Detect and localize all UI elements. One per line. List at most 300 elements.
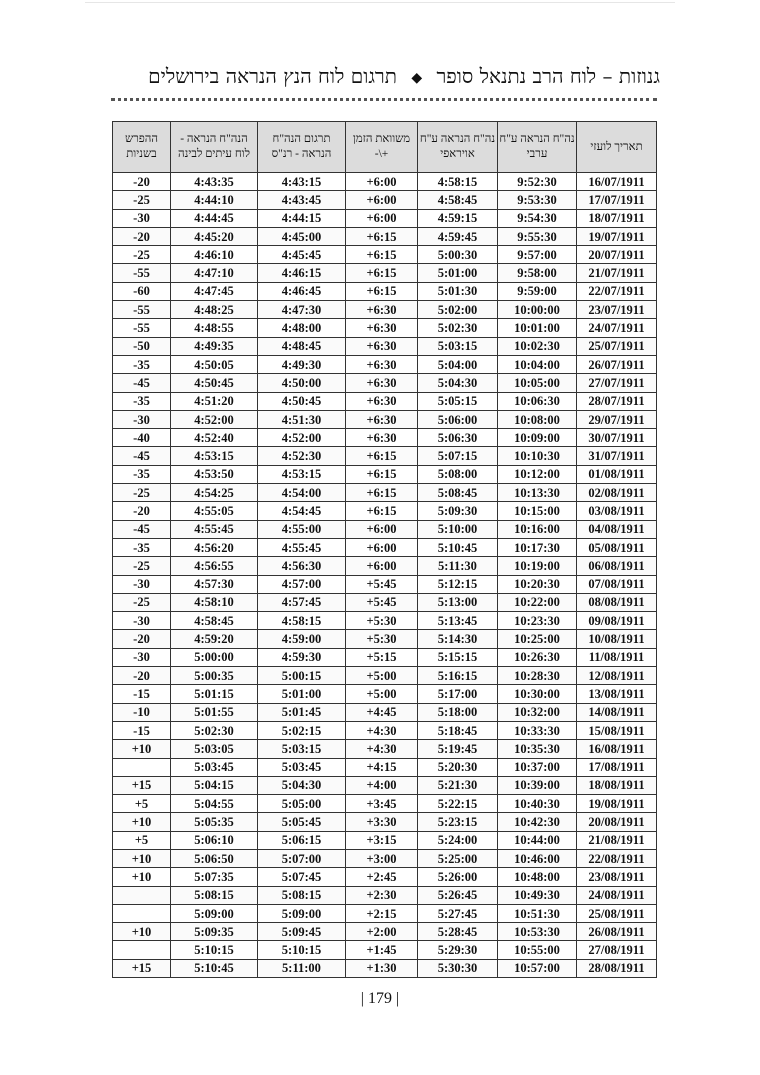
table-row — [113, 447, 657, 465]
table-row — [113, 410, 657, 428]
table-cell: 5:14:30 — [418, 630, 498, 648]
table-cell: 10:08:00 — [498, 410, 577, 428]
table-row — [113, 227, 657, 245]
table-cell: -55 — [113, 264, 171, 282]
table-row — [113, 941, 657, 959]
table-cell: 5:00:00 — [171, 648, 258, 666]
table-cell: +10 — [113, 849, 171, 867]
dotted-divider — [111, 98, 657, 101]
table-cell: 5:01:00 — [418, 264, 498, 282]
table-cell: +10 — [113, 923, 171, 941]
table-cell: 25/07/1911 — [577, 337, 657, 355]
scan-edge-line — [85, 2, 675, 3]
table-cell: 28/07/1911 — [577, 392, 657, 410]
table-cell: 5:10:45 — [171, 959, 258, 977]
table-cell: 4:53:15 — [258, 465, 346, 483]
table-cell — [113, 886, 171, 904]
table-cell: 10:46:00 — [498, 849, 577, 867]
table-cell: +6:30 — [346, 319, 418, 337]
table-cell: 4:49:35 — [171, 337, 258, 355]
table-cell: 4:59:20 — [171, 630, 258, 648]
table-cell: 02/08/1911 — [577, 484, 657, 502]
table-cell: 5:09:00 — [258, 904, 346, 922]
table-cell: 18/08/1911 — [577, 776, 657, 794]
table-cell: 4:48:00 — [258, 319, 346, 337]
table-row — [113, 831, 657, 849]
table-cell — [113, 941, 171, 959]
table-cell: +6:00 — [346, 520, 418, 538]
table-cell: +1:45 — [346, 941, 418, 959]
table-cell: -20 — [113, 227, 171, 245]
table-cell: 4:58:10 — [171, 593, 258, 611]
table-cell: 4:45:45 — [258, 246, 346, 264]
table-row — [113, 484, 657, 502]
table-body — [113, 173, 657, 978]
table-cell: +6:00 — [346, 191, 418, 209]
table-cell: +6:15 — [346, 227, 418, 245]
table-row — [113, 795, 657, 813]
table-cell: -35 — [113, 538, 171, 556]
table-cell: +6:30 — [346, 355, 418, 373]
table-cell: 5:18:45 — [418, 721, 498, 739]
table-cell: 5:08:15 — [258, 886, 346, 904]
table-cell: 4:43:35 — [171, 173, 258, 191]
table-cell: 10:39:00 — [498, 776, 577, 794]
page-number: | 179 | — [360, 990, 400, 1007]
table-row — [113, 246, 657, 264]
table-cell: 31/07/1911 — [577, 447, 657, 465]
table-cell: +6:15 — [346, 246, 418, 264]
table-row — [113, 721, 657, 739]
table-cell: 4:50:45 — [171, 374, 258, 392]
table-cell: +4:15 — [346, 758, 418, 776]
table-cell: 4:43:15 — [258, 173, 346, 191]
table-cell: 5:05:35 — [171, 813, 258, 831]
table-cell: 18/07/1911 — [577, 209, 657, 227]
table-cell: +3:30 — [346, 813, 418, 831]
table-cell: 4:58:15 — [258, 612, 346, 630]
table-cell: +2:00 — [346, 923, 418, 941]
table-header — [113, 122, 657, 173]
table-cell: 4:48:55 — [171, 319, 258, 337]
column-header: נה"ח הנראה ע"ח אויראפי — [418, 122, 498, 173]
table-cell: 4:51:30 — [258, 410, 346, 428]
table-cell: 10:40:30 — [498, 795, 577, 813]
table-cell: 10:37:00 — [498, 758, 577, 776]
table-row — [113, 374, 657, 392]
table-row — [113, 740, 657, 758]
table-cell: 5:05:00 — [258, 795, 346, 813]
table-cell: 9:57:00 — [498, 246, 577, 264]
table-cell: +6:30 — [346, 410, 418, 428]
table-cell: 4:47:30 — [258, 301, 346, 319]
table-row — [113, 264, 657, 282]
table-row — [113, 776, 657, 794]
table-cell: 5:07:00 — [258, 849, 346, 867]
table-cell: 4:52:30 — [258, 447, 346, 465]
table-cell: 4:48:25 — [171, 301, 258, 319]
table-row — [113, 557, 657, 575]
table-cell: 17/07/1911 — [577, 191, 657, 209]
table-row — [113, 904, 657, 922]
table-cell: -45 — [113, 447, 171, 465]
table-cell: 10:48:00 — [498, 868, 577, 886]
table-cell: 4:55:45 — [171, 520, 258, 538]
table-cell: -50 — [113, 337, 171, 355]
table-cell: 5:04:55 — [171, 795, 258, 813]
table-row — [113, 959, 657, 977]
table-cell: 10:33:30 — [498, 721, 577, 739]
table-cell: 5:18:00 — [418, 703, 498, 721]
table-cell: 10:57:00 — [498, 959, 577, 977]
table-row — [113, 758, 657, 776]
table-cell: 10:02:30 — [498, 337, 577, 355]
table-cell: 10:13:30 — [498, 484, 577, 502]
table-cell: +15 — [113, 959, 171, 977]
table-cell: 5:07:35 — [171, 868, 258, 886]
table-cell: 4:55:45 — [258, 538, 346, 556]
table-cell: -45 — [113, 374, 171, 392]
table-cell: 10:19:00 — [498, 557, 577, 575]
table-cell: 10:53:30 — [498, 923, 577, 941]
table-cell: 05/08/1911 — [577, 538, 657, 556]
running-header — [100, 64, 660, 89]
table-cell: 4:58:15 — [418, 173, 498, 191]
table-cell: -30 — [113, 648, 171, 666]
table-cell: 4:54:00 — [258, 484, 346, 502]
table-row — [113, 630, 657, 648]
table-row — [113, 685, 657, 703]
table-cell — [113, 758, 171, 776]
table-cell: 10:23:30 — [498, 612, 577, 630]
table-cell: 4:53:50 — [171, 465, 258, 483]
table-cell: 03/08/1911 — [577, 502, 657, 520]
table-cell: 4:56:20 — [171, 538, 258, 556]
table-cell: 10:10:30 — [498, 447, 577, 465]
table-cell: 5:01:45 — [258, 703, 346, 721]
table-cell: 10/08/1911 — [577, 630, 657, 648]
table-cell: 4:52:40 — [171, 429, 258, 447]
table-cell: +6:00 — [346, 538, 418, 556]
table-cell: 24/08/1911 — [577, 886, 657, 904]
table-cell: -60 — [113, 282, 171, 300]
table-cell: -30 — [113, 209, 171, 227]
table-cell: 4:46:10 — [171, 246, 258, 264]
table-cell: +6:15 — [346, 447, 418, 465]
table-cell: +6:15 — [346, 484, 418, 502]
table-cell: 5:06:15 — [258, 831, 346, 849]
table-cell: 10:15:00 — [498, 502, 577, 520]
table-cell: -20 — [113, 173, 171, 191]
table-cell: 4:57:30 — [171, 575, 258, 593]
table-cell: 4:47:10 — [171, 264, 258, 282]
table-cell: 5:02:30 — [171, 721, 258, 739]
table-cell: 26/08/1911 — [577, 923, 657, 941]
table-cell: -30 — [113, 410, 171, 428]
table-cell: -25 — [113, 593, 171, 611]
table-cell: 10:06:30 — [498, 392, 577, 410]
table-cell: 4:56:55 — [171, 557, 258, 575]
column-header: משוואת הזמן +\- — [346, 122, 418, 173]
book-title: גנוזות – לוח הרב נתנאל סופר — [436, 64, 660, 88]
table-cell: 4:45:20 — [171, 227, 258, 245]
table-row — [113, 392, 657, 410]
table-cell — [113, 904, 171, 922]
table-cell: 5:25:00 — [418, 849, 498, 867]
table-cell: 5:04:30 — [418, 374, 498, 392]
header-row — [113, 122, 657, 173]
table-cell: 5:10:15 — [171, 941, 258, 959]
table-cell: 5:03:15 — [418, 337, 498, 355]
table-row — [113, 648, 657, 666]
table-cell: 10:49:30 — [498, 886, 577, 904]
table-cell: 4:43:45 — [258, 191, 346, 209]
table-row — [113, 593, 657, 611]
table-row — [113, 538, 657, 556]
table-cell: 9:59:00 — [498, 282, 577, 300]
table-cell: 4:44:15 — [258, 209, 346, 227]
table-cell: 4:55:00 — [258, 520, 346, 538]
table-cell: 24/07/1911 — [577, 319, 657, 337]
table-cell: 10:32:00 — [498, 703, 577, 721]
table-cell: +6:15 — [346, 264, 418, 282]
table-row — [113, 849, 657, 867]
table-cell: 9:52:30 — [498, 173, 577, 191]
table-cell: 5:26:00 — [418, 868, 498, 886]
table-cell: 26/07/1911 — [577, 355, 657, 373]
table-cell: 10:05:00 — [498, 374, 577, 392]
table-cell: 5:03:05 — [171, 740, 258, 758]
table-cell: +4:00 — [346, 776, 418, 794]
table-cell: 4:52:00 — [171, 410, 258, 428]
table-cell: 4:54:25 — [171, 484, 258, 502]
table-cell: +6:15 — [346, 502, 418, 520]
table-row — [113, 813, 657, 831]
table-cell: -30 — [113, 612, 171, 630]
table-cell: 5:27:45 — [418, 904, 498, 922]
table-cell: -25 — [113, 484, 171, 502]
table-cell: -20 — [113, 630, 171, 648]
table-cell: 10:51:30 — [498, 904, 577, 922]
column-header: תאריך לועזי — [577, 122, 657, 173]
table-cell: 06/08/1911 — [577, 557, 657, 575]
table-cell: 19/07/1911 — [577, 227, 657, 245]
table-cell: 4:46:15 — [258, 264, 346, 282]
table-cell: 9:55:30 — [498, 227, 577, 245]
table-cell: +2:45 — [346, 868, 418, 886]
table-cell: 5:03:45 — [258, 758, 346, 776]
table-cell: +5:15 — [346, 648, 418, 666]
table-cell: 5:08:45 — [418, 484, 498, 502]
table-cell: 27/08/1911 — [577, 941, 657, 959]
table-cell: 21/07/1911 — [577, 264, 657, 282]
table-cell: -35 — [113, 392, 171, 410]
table-cell: 5:09:45 — [258, 923, 346, 941]
table-cell: 10:35:30 — [498, 740, 577, 758]
table-cell: -15 — [113, 721, 171, 739]
table-cell: 10:44:00 — [498, 831, 577, 849]
table-cell: +6:30 — [346, 337, 418, 355]
table-cell: 5:20:30 — [418, 758, 498, 776]
table-row — [113, 319, 657, 337]
column-header: נה"ח הנראה ע"ח ערבי — [498, 122, 577, 173]
table-cell: 09/08/1911 — [577, 612, 657, 630]
table-cell: +6:15 — [346, 465, 418, 483]
table-cell: 10:26:30 — [498, 648, 577, 666]
table-cell: 13/08/1911 — [577, 685, 657, 703]
table-row — [113, 703, 657, 721]
table-cell: 07/08/1911 — [577, 575, 657, 593]
table-cell: 16/08/1911 — [577, 740, 657, 758]
table-cell: 4:58:45 — [171, 612, 258, 630]
table-cell: 30/07/1911 — [577, 429, 657, 447]
table-cell: +4:30 — [346, 740, 418, 758]
table-cell: 5:09:35 — [171, 923, 258, 941]
table-cell: 9:53:30 — [498, 191, 577, 209]
table-cell: +3:00 — [346, 849, 418, 867]
table-cell: 5:05:45 — [258, 813, 346, 831]
table-cell: 4:59:45 — [418, 227, 498, 245]
table-cell: +6:30 — [346, 301, 418, 319]
table-cell: +5:45 — [346, 593, 418, 611]
table-cell: 5:02:00 — [418, 301, 498, 319]
table-cell: +2:15 — [346, 904, 418, 922]
table-cell: 10:00:00 — [498, 301, 577, 319]
table-row — [113, 502, 657, 520]
table-cell: 4:45:00 — [258, 227, 346, 245]
table-cell: 4:48:45 — [258, 337, 346, 355]
table-cell: +6:00 — [346, 209, 418, 227]
table-row — [113, 667, 657, 685]
table-cell: 4:49:30 — [258, 355, 346, 373]
table-cell: +4:45 — [346, 703, 418, 721]
table-row — [113, 465, 657, 483]
table-cell: 29/07/1911 — [577, 410, 657, 428]
table-cell: 5:02:15 — [258, 721, 346, 739]
table-cell: 10:22:00 — [498, 593, 577, 611]
table-cell: 5:15:15 — [418, 648, 498, 666]
table-cell: 5:01:30 — [418, 282, 498, 300]
table-cell: 10:30:00 — [498, 685, 577, 703]
column-header: הנה"ח הנראה - לוח עיתים לבינה — [171, 122, 258, 173]
table-cell: 5:10:00 — [418, 520, 498, 538]
table-cell: +5 — [113, 831, 171, 849]
table-row — [113, 868, 657, 886]
table-cell: 5:11:00 — [258, 959, 346, 977]
table-cell: 5:07:45 — [258, 868, 346, 886]
table-cell: 5:06:30 — [418, 429, 498, 447]
table-cell: 5:23:15 — [418, 813, 498, 831]
table-row — [113, 923, 657, 941]
table-cell: 14/08/1911 — [577, 703, 657, 721]
table-cell: +10 — [113, 740, 171, 758]
table-cell: 4:50:00 — [258, 374, 346, 392]
table-cell: 5:06:00 — [418, 410, 498, 428]
table-cell: 4:44:45 — [171, 209, 258, 227]
table-cell: 5:30:30 — [418, 959, 498, 977]
table-cell: 5:17:00 — [418, 685, 498, 703]
table-row — [113, 209, 657, 227]
table-cell: 5:21:30 — [418, 776, 498, 794]
table-row — [113, 612, 657, 630]
table-cell: 10:09:00 — [498, 429, 577, 447]
table-cell: 5:13:45 — [418, 612, 498, 630]
table-cell: +3:45 — [346, 795, 418, 813]
table-cell: -25 — [113, 557, 171, 575]
table-cell: 4:50:05 — [171, 355, 258, 373]
table-cell: +5:00 — [346, 685, 418, 703]
table-cell: -35 — [113, 355, 171, 373]
table-cell: 5:13:00 — [418, 593, 498, 611]
table-row — [113, 575, 657, 593]
table-cell: -35 — [113, 465, 171, 483]
table-cell: 10:55:00 — [498, 941, 577, 959]
table-cell: 5:09:30 — [418, 502, 498, 520]
table-cell: +2:30 — [346, 886, 418, 904]
table-cell: 5:08:00 — [418, 465, 498, 483]
table-cell: +6:30 — [346, 429, 418, 447]
table-cell: 5:01:00 — [258, 685, 346, 703]
table-cell: 5:00:15 — [258, 667, 346, 685]
table-row — [113, 191, 657, 209]
table-row — [113, 355, 657, 373]
table-cell: 4:54:45 — [258, 502, 346, 520]
table-row — [113, 337, 657, 355]
table-cell: 9:54:30 — [498, 209, 577, 227]
table-cell: 5:29:30 — [418, 941, 498, 959]
table-cell: 5:22:15 — [418, 795, 498, 813]
table-cell: 22/07/1911 — [577, 282, 657, 300]
table-cell: 5:10:15 — [258, 941, 346, 959]
table-cell: 4:47:45 — [171, 282, 258, 300]
table-cell: 5:28:45 — [418, 923, 498, 941]
table-cell: 5:16:15 — [418, 667, 498, 685]
table-cell: 5:12:15 — [418, 575, 498, 593]
table-row — [113, 886, 657, 904]
table-cell: 4:57:45 — [258, 593, 346, 611]
table-cell: 21/08/1911 — [577, 831, 657, 849]
table-cell: 10:04:00 — [498, 355, 577, 373]
sunrise-table — [112, 121, 657, 978]
table-cell: 08/08/1911 — [577, 593, 657, 611]
table-cell: 5:04:30 — [258, 776, 346, 794]
table-cell: +1:30 — [346, 959, 418, 977]
column-header: תרגום הנה"ח הנראה - רנ"ס — [258, 122, 346, 173]
table-cell: +5:45 — [346, 575, 418, 593]
table-cell: 5:03:15 — [258, 740, 346, 758]
table-cell: 4:52:00 — [258, 429, 346, 447]
table-cell: 04/08/1911 — [577, 520, 657, 538]
table-cell: -55 — [113, 301, 171, 319]
table-cell: +5:00 — [346, 667, 418, 685]
table-cell: 10:12:00 — [498, 465, 577, 483]
table-cell: +6:00 — [346, 557, 418, 575]
table-cell: 17/08/1911 — [577, 758, 657, 776]
table-cell: +6:30 — [346, 392, 418, 410]
table-cell: 15/08/1911 — [577, 721, 657, 739]
table-cell: 5:08:15 — [171, 886, 258, 904]
table-cell: 5:04:00 — [418, 355, 498, 373]
table-cell: 27/07/1911 — [577, 374, 657, 392]
table-cell: -40 — [113, 429, 171, 447]
table-cell: 10:17:30 — [498, 538, 577, 556]
table-cell: 22/08/1911 — [577, 849, 657, 867]
table-cell: +5 — [113, 795, 171, 813]
table-cell: 4:50:45 — [258, 392, 346, 410]
table-cell: 5:02:30 — [418, 319, 498, 337]
table-cell: 5:03:45 — [171, 758, 258, 776]
table-cell: 10:20:30 — [498, 575, 577, 593]
